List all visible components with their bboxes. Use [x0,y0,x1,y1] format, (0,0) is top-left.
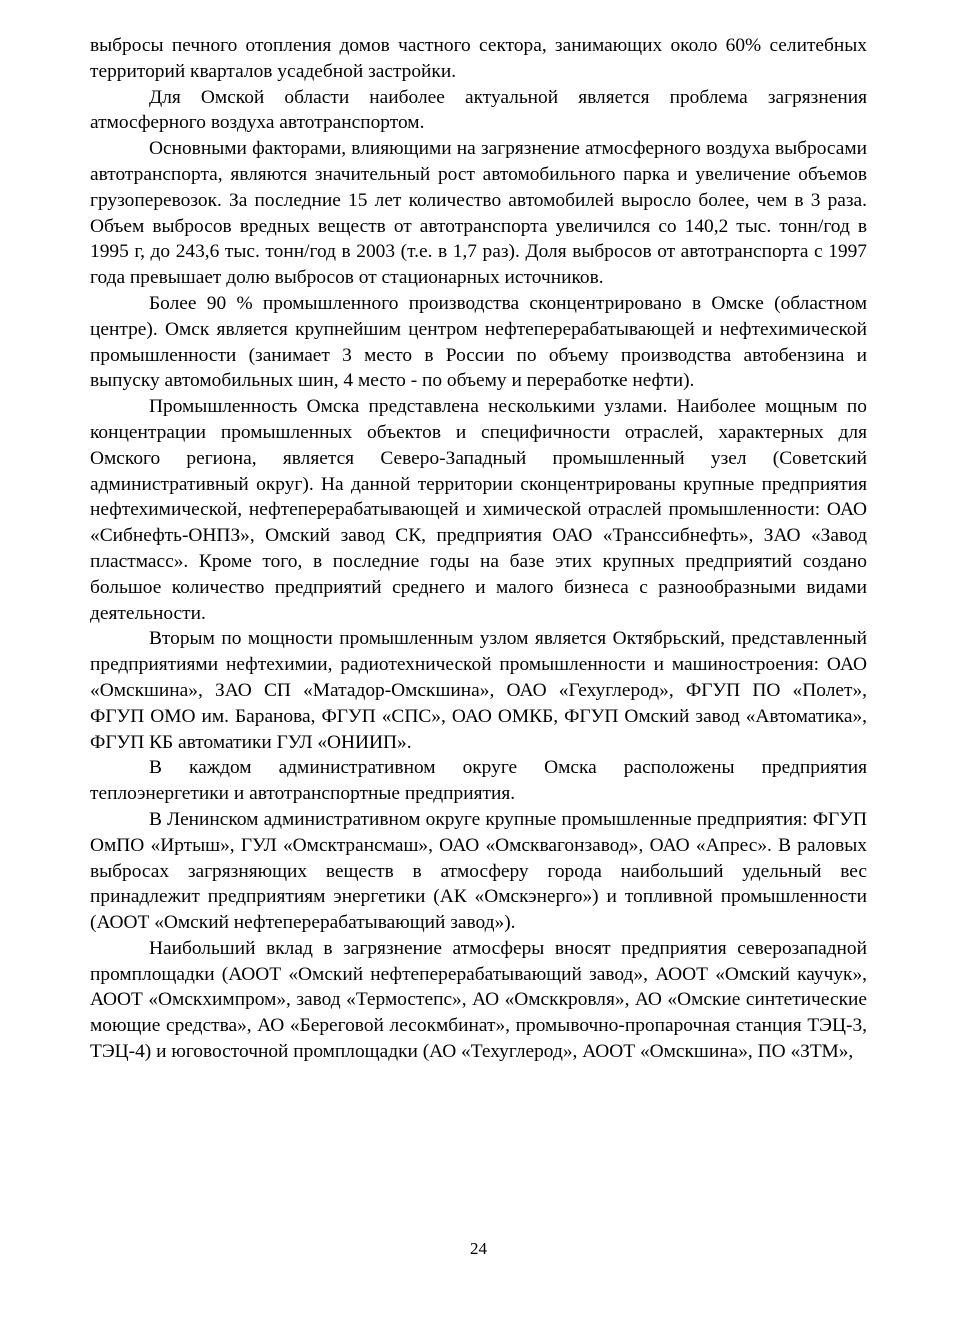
paragraph: Основными факторами, влияющими на загрязнение атмосферного воздуха выбросами автотранспорта, являются значительный рост автомобильного парка и увеличение объемов грузоперевозок. За последние 15 лет количество автомобилей выросло более, чем в 3 раза. Объем выбросов вредных веществ от автотранспорта увеличился со 140,2 тыс. тонн/год в 1995 г, до 243,6 тыс. тонн/год в 2003 (т.е. в 1,7 раз). Доля выбросов от автотранспорта с 1997 года превышает долю выбросов от стационарных источников. [90,138,867,289]
paragraph: Для Омской области наиболее актуальной является проблема загрязнения атмосферного воздуха автотранспортом. [90,86,867,134]
paragraph: Промышленность Омска представлена несколькими узлами. Наиболее мощным по концентрации промышленных объектов и специфичности отраслей, характерных для Омского региона, является Северо-Западный промышленный узел (Советский административный округ). На данной территории сконцентрированы крупные предприятия нефтехимической, нефтеперерабатывающей и химической отраслей промышленности: ОАО «Сибнефть-ОНПЗ», Омский завод СК, предприятия ОАО «Транссибнефть», ЗАО «Завод пластмасс». Кроме того, в последние годы на базе этих крупных предприятий создано большое количество предприятий среднего и малого бизнеса с разнообразными видами деятельности. [90,396,867,624]
paragraph: В каждом административном округе Омска расположены предприятия теплоэнергетики и автотранспортные предприятия. [90,757,867,805]
paragraph: Более 90 % промышленного производства сконцентрировано в Омске (областном центре). Омск является крупнейшим центром нефтеперерабатывающей и нефтехимической промышленности (занимает 3 место в России по объему производства автобензина и выпуску автомобильных шин, 4 место - по объему и переработке нефти). [90,292,867,392]
paragraph: Вторым по мощности промышленным узлом является Октябрьский, представленный предприятиями нефтехимии, радиотехнической промышленности и машиностроения: ОАО «Омскшина», ЗАО СП «Матадор-Омскшина», ОАО «Гехуглерод», ФГУП ПО «Полет», ФГУП ОМО им. Баранова, ФГУП «СПС», ОАО ОМКБ, ФГУП Омский завод «Автоматика», ФГУП КБ автоматики ГУЛ «ОНИИП». [90,628,867,753]
page-number: 24 [470,1239,487,1258]
paragraph: выбросы печного отопления домов частного сектора, занимающих около 60% селитебных территорий кварталов усадебной застройки. [90,35,867,82]
paragraph: В Ленинском административном округе крупные промышленные предприятия: ФГУП ОмПО «Иртыш», ГУЛ «Омсктрансмаш», ОАО «Омсквагонзавод», ОАО «Апрес». В раловых выбросах загрязняющих веществ в атмосферу города наибольший удельный вес принадлежит предприятиям энергетики (АК «Омскэнерго») и топливной промышленности (АООТ «Омский нефтеперерабатывающий завод»). [90,808,867,934]
page-body [90,33,867,1065]
paragraph: Наибольший вклад в загрязнение атмосферы вносят предприятия северозападной промплощадки (АООТ «Омский нефтеперерабатывающий завод», АООТ «Омский каучук», АООТ «Омскхимпром», завод «Термостепс», АО «Омсккровля», АО «Омские синтетические моющие средства», АО «Береговой лесокмбинат», промывочно-пропарочная станция ТЭЦ-3, ТЭЦ-4) и юговосточной промплощадки (АО «Техуглерод», АООТ «Омскшина», ПО «ЗТМ», [90,937,867,1063]
